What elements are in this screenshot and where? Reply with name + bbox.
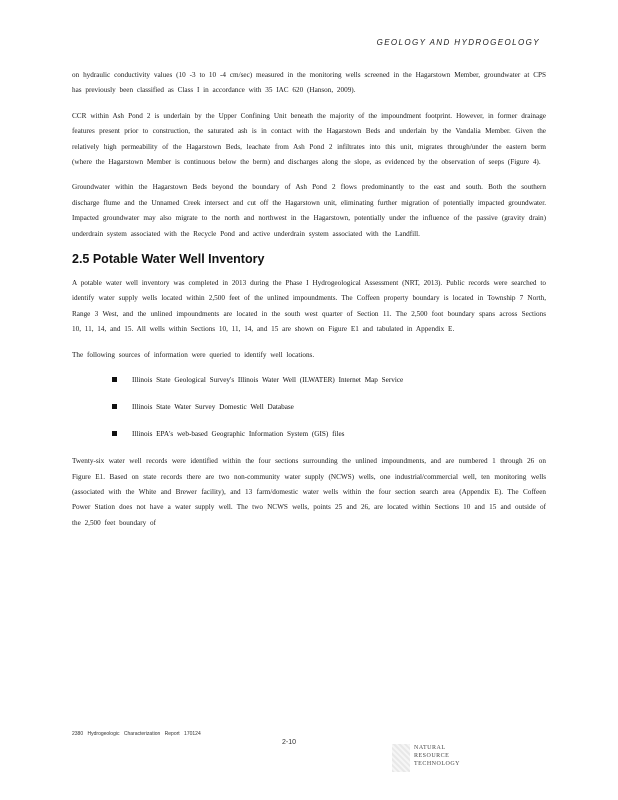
section-heading: 2.5 Potable Water Well Inventory [72,252,265,267]
list-item-text: Illinois State Geological Survey's Illinois Water Well (ILWATER) Internet Map Service [132,376,404,385]
paragraph-well-inventory: A potable water well inventory was completed in 2013 during the Phase I Hydrogeological Assessment (NRT, 2013). Public records were searched to identify water supply wells located within 2,500 feet of the unlined impoundments. The Coffeen property boundary is located in Township 7 North, Range 3 West, and the unlined impoundments are located in the south west quarter of Section 11. The 2,500 foot boundary spans across Sections 10, 11, 14, and 15. All wells within Sections 10, 11, 14, and 15 are shown on Figure E1 and tabulated in Appendix E. [72,279,546,334]
company-logo [392,744,468,774]
logo-line-1: NATURAL [414,745,446,751]
paragraph-groundwater-flow: Groundwater within the Hagarstown Beds beyond the boundary of Ash Pond 2 flows predominantly to the east and south. Both the southern discharge flume and the Unnamed Creek intersect and cut off the Hagarstown unit, eliminating further migration of potentially impacted groundwater. Impacted groundwater may also migrate to the north and northwest in the Hagarstown, potentially under the influence of the passive (gravity drain) underdrain system associated with the Recycle Pond and active underdrain system associated with the Landfill. [72,183,546,238]
bullet-square-icon [112,431,117,436]
page-number: 2-10 [282,739,297,746]
logo-line-2: RESOURCE [414,753,450,759]
running-header: GEOLOGY AND HYDROGEOLOGY [376,38,540,47]
list-item [112,427,546,442]
paragraph-well-records: Twenty-six water well records were identified within the four sections surrounding the unlined impoundments, and are numbered 1 through 26 on Figure E1. Based on state records there are two non-community water supply (NCWS) wells, one industrial/commercial well, ten monitoring wells (associated with the White and Brewer facility), and 13 farm/domestic water wells within the four section search area (Appendix E). The Coffeen Power Station does not have a water supply well. The two NCWS wells, points 25 and 26, are located within Sections 10 and 15 and outside of the 2,500 feet boundary of [72,457,546,527]
list-item [112,373,546,388]
logo-text [414,744,460,768]
bullet-square-icon [112,377,117,382]
paragraph-ccr-ash-pond: CCR within Ash Pond 2 is underlain by the Upper Confining Unit beneath the majority of the impoundment footprint. However, in former drainage features present prior to construction, the saturated ash is in contact with the Hagarstown Beds and underlain by the Vandalia Member. Given the relatively high permeability of the Hagarstown Beds, leachate from Ash Pond 2 infiltrates into this unit, migrates through/under the eastern berm (where the Hagarstown Member is continuous below the berm) and discharges along the slope, as evidenced by the observation of seeps (Figure 4). [72,111,546,167]
logo-mark-icon [392,744,410,772]
list-item-text: Illinois State Water Survey Domestic Well Database [132,403,294,412]
paragraph-sources-intro: The following sources of information were queried to identify well locations. [72,350,315,359]
document-body [72,68,546,541]
sources-list [112,373,546,442]
list-item-text: Illinois EPA's web-based Geographic Information System (GIS) files [132,430,345,439]
paragraph-hydraulic-conductivity: on hydraulic conductivity values (10 -3 to 10 -4 cm/sec) measured in the monitoring wells screened in the Hagarstown Member, groundwater at CPS has previously been classified as Class I in accordance with 35 IAC 620 (Hanson, 2009). [72,71,546,95]
logo-line-3: TECHNOLOGY [414,761,460,767]
list-item [112,400,546,415]
footer-project-label: 2380 Hydrogeologic Characterization Report 170124 [72,731,201,737]
bullet-square-icon [112,404,117,409]
